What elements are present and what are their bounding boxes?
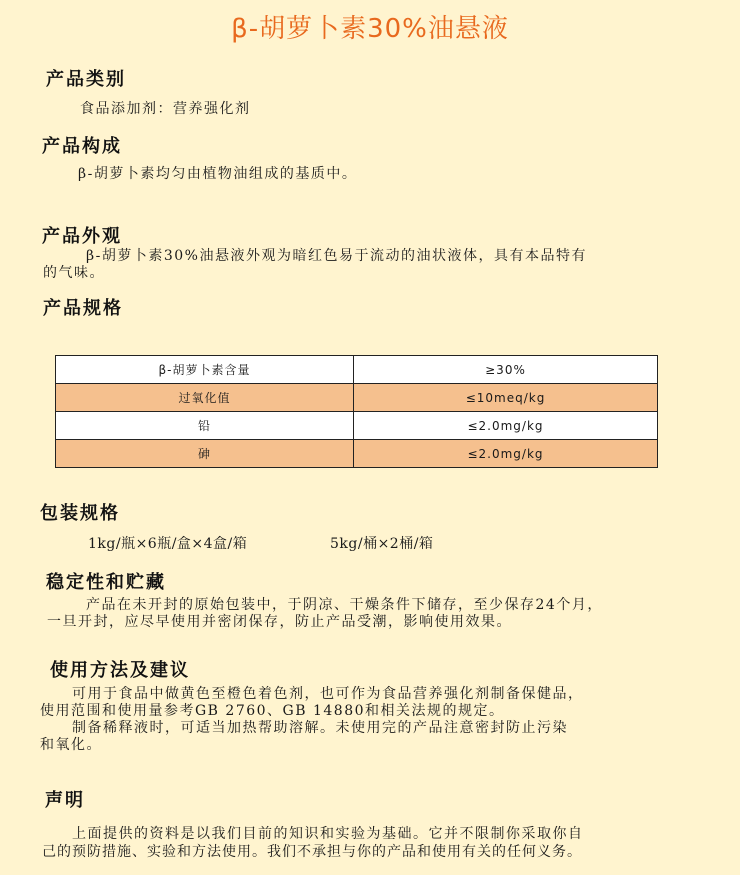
- table-row: [56, 384, 658, 412]
- table-row: [56, 356, 658, 384]
- usage-heading: 使用方法及建议: [50, 660, 190, 681]
- stability-line: 一旦开封，应尽早使用并密闭保存，防止产品受潮，影响使用效果。: [47, 614, 512, 630]
- usage-line: 制备稀释液时，可适当加热帮助溶解。未使用完的产品注意密封防止污染: [72, 720, 568, 736]
- table-row: [56, 440, 658, 468]
- spec-value: ≤2.0mg/kg: [354, 412, 658, 440]
- statement-heading: 声明: [45, 790, 85, 811]
- category-heading: 产品类别: [46, 69, 126, 90]
- page-title: β-胡萝卜素30%油悬液: [231, 14, 509, 44]
- spec-item: 砷: [56, 440, 354, 468]
- spec-value: ≤2.0mg/kg: [354, 440, 658, 468]
- spec-value: ≤10meq/kg: [354, 384, 658, 412]
- packaging-heading: 包装规格: [40, 503, 120, 524]
- spec-item: β-胡萝卜素含量: [56, 356, 354, 384]
- packaging-option-1: 1kg/瓶×6瓶/盒×4盒/箱: [88, 536, 248, 552]
- spec-value: ≥30%: [354, 356, 658, 384]
- composition-text: β-胡萝卜素均匀由植物油组成的基质中。: [78, 166, 358, 182]
- packaging-option-2: 5kg/桶×2桶/箱: [330, 536, 434, 552]
- category-text: 食品添加剂：营养强化剂: [80, 101, 251, 117]
- statement-line: 上面提供的资料是以我们目前的知识和实验为基础。它并不限制你采取你自: [72, 826, 584, 842]
- stability-line: 产品在未开封的原始包装中，于阴凉、干燥条件下储存，至少保存24个月，: [86, 597, 603, 613]
- usage-line: 可用于食品中做黄色至橙色着色剂，也可作为食品营养强化剂制备保健品，: [72, 686, 584, 702]
- specs-heading: 产品规格: [43, 298, 123, 319]
- usage-line: 使用范围和使用量参考GB 2760、GB 14880和相关法规的规定。: [40, 703, 505, 719]
- spec-item: 过氧化值: [56, 384, 354, 412]
- appearance-line: 的气味。: [43, 265, 105, 281]
- usage-line: 和氧化。: [40, 737, 102, 753]
- appearance-line: β-胡萝卜素30%油悬液外观为暗红色易于流动的油状液体，具有本品特有: [86, 248, 587, 264]
- composition-heading: 产品构成: [42, 136, 122, 157]
- table-row: [56, 412, 658, 440]
- specs-table: [55, 355, 658, 468]
- appearance-heading: 产品外观: [42, 226, 122, 247]
- stability-heading: 稳定性和贮藏: [46, 572, 166, 593]
- statement-line: 己的预防措施、实验和方法使用。我们不承担与你的产品和使用有关的任何义务。: [42, 844, 582, 860]
- spec-item: 铅: [56, 412, 354, 440]
